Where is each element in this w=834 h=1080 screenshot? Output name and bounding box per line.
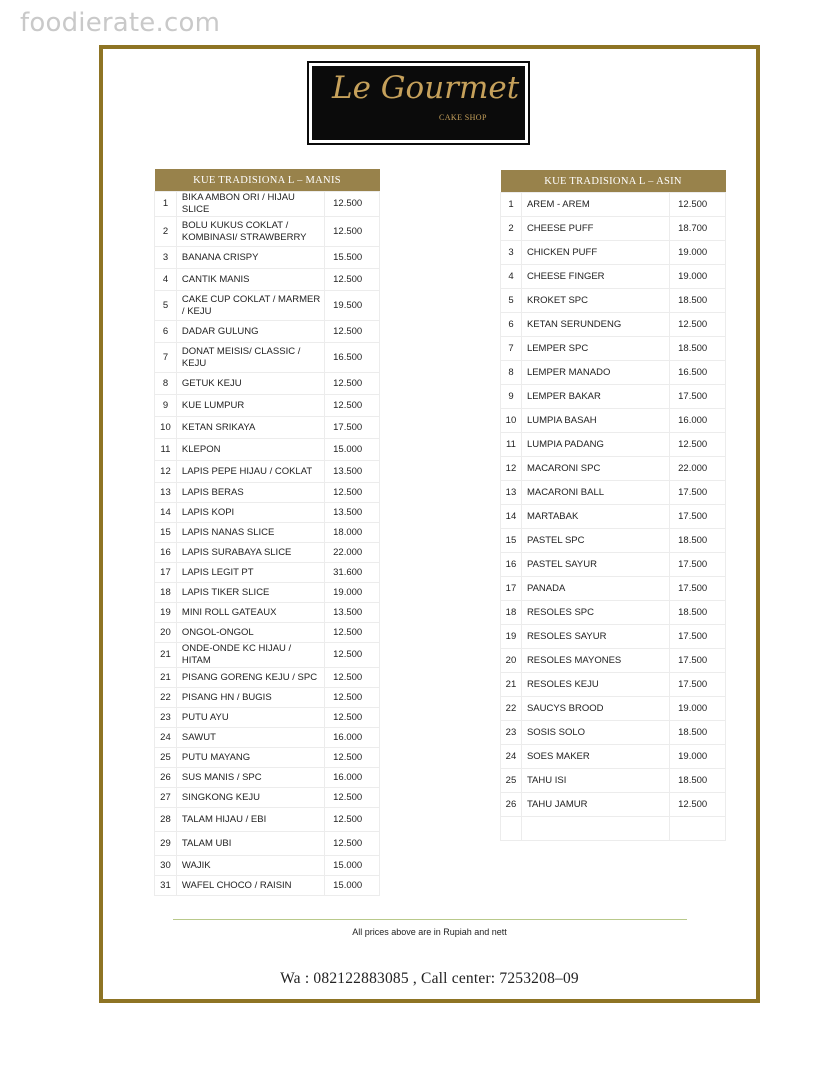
table-kue-asin-body — [501, 193, 726, 841]
item-price: 17.500 — [670, 577, 726, 601]
item-name: TAHU JAMUR — [521, 793, 669, 817]
item-price: 16.500 — [670, 361, 726, 385]
item-name: LEMPER MANADO — [521, 361, 669, 385]
item-price: 16.500 — [325, 343, 380, 373]
item-price: 18.700 — [670, 217, 726, 241]
item-name: MACARONI SPC — [521, 457, 669, 481]
item-price: 15.500 — [325, 247, 380, 269]
table-row — [155, 269, 380, 291]
item-price: 22.000 — [670, 457, 726, 481]
item-name: SINGKONG KEJU — [176, 788, 324, 808]
item-number: 3 — [501, 241, 522, 265]
table-row — [501, 793, 726, 817]
table-row — [155, 373, 380, 395]
item-name: PANADA — [521, 577, 669, 601]
item-number: 3 — [155, 247, 177, 269]
item-name: KLEPON — [176, 439, 324, 461]
item-number: 19 — [501, 625, 522, 649]
item-price: 17.500 — [670, 553, 726, 577]
item-name: KETAN SERUNDENG — [521, 313, 669, 337]
item-price: 17.500 — [670, 385, 726, 409]
item-name: BIKA AMBON ORI / HIJAU SLICE — [176, 192, 324, 217]
table-row — [501, 193, 726, 217]
table-row — [501, 769, 726, 793]
table-row — [501, 649, 726, 673]
item-name: RESOLES KEJU — [521, 673, 669, 697]
item-number: 14 — [155, 503, 177, 523]
table-kue-manis-title: KUE TRADISIONA L – MANIS — [155, 169, 380, 192]
table-row — [155, 668, 380, 688]
item-name: TAHU ISI — [521, 769, 669, 793]
item-price: 12.500 — [325, 395, 380, 417]
table-row — [155, 643, 380, 668]
item-price: 17.500 — [670, 673, 726, 697]
item-number: 23 — [501, 721, 522, 745]
item-price: 19.000 — [670, 697, 726, 721]
item-price: 18.500 — [670, 601, 726, 625]
item-price: 13.500 — [325, 603, 380, 623]
item-price: 19.000 — [325, 583, 380, 603]
item-name: LAPIS NANAS SLICE — [176, 523, 324, 543]
table-row — [501, 457, 726, 481]
item-name: LAPIS SURABAYA SLICE — [176, 543, 324, 563]
table-row — [155, 832, 380, 856]
item-name: TALAM HIJAU / EBI — [176, 808, 324, 832]
item-number: 2 — [501, 217, 522, 241]
table-row — [501, 265, 726, 289]
item-number: 5 — [155, 291, 177, 321]
item-price: 13.500 — [325, 461, 380, 483]
item-name: ONGOL-ONGOL — [176, 623, 324, 643]
brand-logo — [311, 65, 526, 141]
item-number: 27 — [155, 788, 177, 808]
table-kue-manis-body — [155, 192, 380, 896]
table-row — [501, 745, 726, 769]
item-price: 12.500 — [670, 793, 726, 817]
item-number: 17 — [155, 563, 177, 583]
item-name: KROKET SPC — [521, 289, 669, 313]
item-number: 9 — [155, 395, 177, 417]
item-name: CHEESE PUFF — [521, 217, 669, 241]
table-row — [155, 483, 380, 503]
item-price: 17.500 — [670, 505, 726, 529]
item-price: 12.500 — [325, 623, 380, 643]
table-row — [501, 817, 726, 841]
item-number: 18 — [501, 601, 522, 625]
item-number: 7 — [155, 343, 177, 373]
item-price: 31.600 — [325, 563, 380, 583]
table-row — [155, 768, 380, 788]
item-number: 8 — [155, 373, 177, 395]
table-row — [155, 808, 380, 832]
item-price: 18.500 — [670, 529, 726, 553]
item-number: 22 — [155, 688, 177, 708]
item-name: PISANG GORENG KEJU / SPC — [176, 668, 324, 688]
table-row — [501, 433, 726, 457]
item-price: 15.000 — [325, 876, 380, 896]
item-price: 12.500 — [325, 808, 380, 832]
item-price: 16.000 — [670, 409, 726, 433]
item-price: 17.500 — [670, 625, 726, 649]
table-row — [155, 688, 380, 708]
table-row — [501, 361, 726, 385]
table-row — [155, 395, 380, 417]
item-name: KETAN SRIKAYA — [176, 417, 324, 439]
item-name: LUMPIA PADANG — [521, 433, 669, 457]
table-row — [501, 241, 726, 265]
item-price — [670, 817, 726, 841]
item-name: PASTEL SAYUR — [521, 553, 669, 577]
item-price: 12.500 — [325, 668, 380, 688]
price-note: All prices above are in Rupiah and nett — [352, 927, 507, 937]
item-price: 12.500 — [670, 313, 726, 337]
item-number: 21 — [501, 673, 522, 697]
item-name: DADAR GULUNG — [176, 321, 324, 343]
item-name: PISANG HN / BUGIS — [176, 688, 324, 708]
table-row — [501, 409, 726, 433]
item-price: 19.000 — [670, 745, 726, 769]
item-name: MACARONI BALL — [521, 481, 669, 505]
item-name: SOSIS SOLO — [521, 721, 669, 745]
table-row — [155, 708, 380, 728]
table-row — [155, 623, 380, 643]
table-row — [501, 505, 726, 529]
table-row — [501, 217, 726, 241]
item-number: 6 — [155, 321, 177, 343]
item-number: 25 — [155, 748, 177, 768]
item-price: 18.500 — [670, 289, 726, 313]
item-name: CAKE CUP COKLAT / MARMER / KEJU — [176, 291, 324, 321]
item-number: 9 — [501, 385, 522, 409]
item-price: 18.500 — [670, 721, 726, 745]
item-number: 7 — [501, 337, 522, 361]
item-number: 12 — [155, 461, 177, 483]
item-number: 28 — [155, 808, 177, 832]
item-number: 15 — [155, 523, 177, 543]
item-number: 24 — [501, 745, 522, 769]
item-name — [521, 817, 669, 841]
item-name: SAUCYS BROOD — [521, 697, 669, 721]
item-price: 15.000 — [325, 856, 380, 876]
item-name: LEMPER BAKAR — [521, 385, 669, 409]
item-number: 10 — [155, 417, 177, 439]
item-number: 21 — [155, 668, 177, 688]
table-row — [501, 721, 726, 745]
item-name: SOES MAKER — [521, 745, 669, 769]
item-name: WAFEL CHOCO / RAISIN — [176, 876, 324, 896]
item-name: LAPIS KOPI — [176, 503, 324, 523]
table-row — [155, 247, 380, 269]
item-price: 19.000 — [670, 241, 726, 265]
table-row — [155, 439, 380, 461]
item-price: 19.500 — [325, 291, 380, 321]
table-row — [501, 385, 726, 409]
table-row — [155, 543, 380, 563]
item-name: CHICKEN PUFF — [521, 241, 669, 265]
item-number: 1 — [501, 193, 522, 217]
footer-divider — [173, 919, 687, 920]
item-name: PUTU AYU — [176, 708, 324, 728]
item-price: 13.500 — [325, 503, 380, 523]
item-price: 12.500 — [670, 433, 726, 457]
item-number: 6 — [501, 313, 522, 337]
item-price: 17.500 — [670, 481, 726, 505]
item-price: 12.500 — [325, 643, 380, 668]
item-price: 12.500 — [325, 708, 380, 728]
table-kue-asin — [500, 170, 726, 841]
table-row — [501, 553, 726, 577]
table-row — [155, 728, 380, 748]
item-name: AREM - AREM — [521, 193, 669, 217]
item-number: 20 — [155, 623, 177, 643]
table-row — [155, 291, 380, 321]
item-number: 30 — [155, 856, 177, 876]
item-price: 18.500 — [670, 337, 726, 361]
item-number — [501, 817, 522, 841]
item-number: 10 — [501, 409, 522, 433]
table-row — [155, 856, 380, 876]
item-number: 13 — [155, 483, 177, 503]
item-name: LAPIS TIKER SLICE — [176, 583, 324, 603]
item-number: 14 — [501, 505, 522, 529]
item-name: ONDE-ONDE KC HIJAU / HITAM — [176, 643, 324, 668]
table-row — [501, 625, 726, 649]
table-kue-asin-title: KUE TRADISIONA L – ASIN — [501, 170, 726, 193]
table-row — [501, 601, 726, 625]
item-name: CANTIK MANIS — [176, 269, 324, 291]
item-name: KUE LUMPUR — [176, 395, 324, 417]
item-name: CHEESE FINGER — [521, 265, 669, 289]
item-name: RESOLES SAYUR — [521, 625, 669, 649]
table-row — [155, 343, 380, 373]
item-name: TALAM UBI — [176, 832, 324, 856]
item-price: 17.500 — [670, 649, 726, 673]
item-name: MARTABAK — [521, 505, 669, 529]
table-row — [155, 217, 380, 247]
menu-page — [99, 45, 760, 1003]
item-name: SUS MANIS / SPC — [176, 768, 324, 788]
item-number: 13 — [501, 481, 522, 505]
table-row — [501, 529, 726, 553]
item-name: GETUK KEJU — [176, 373, 324, 395]
item-price: 19.000 — [670, 265, 726, 289]
item-price: 12.500 — [325, 373, 380, 395]
item-number: 31 — [155, 876, 177, 896]
item-name: LAPIS BERAS — [176, 483, 324, 503]
item-number: 19 — [155, 603, 177, 623]
table-row — [155, 417, 380, 439]
table-row — [155, 603, 380, 623]
table-row — [155, 503, 380, 523]
item-number: 4 — [501, 265, 522, 289]
item-price: 12.500 — [670, 193, 726, 217]
item-number: 22 — [501, 697, 522, 721]
brand-logo-script: Le Gourmet — [332, 70, 520, 106]
item-price: 12.500 — [325, 192, 380, 217]
watermark: foodierate.com — [20, 8, 221, 38]
table-row — [155, 748, 380, 768]
item-number: 16 — [155, 543, 177, 563]
table-row — [501, 337, 726, 361]
item-price: 12.500 — [325, 688, 380, 708]
table-row — [501, 289, 726, 313]
item-name: LAPIS PEPE HIJAU / COKLAT — [176, 461, 324, 483]
table-kue-manis — [154, 169, 380, 896]
item-number: 16 — [501, 553, 522, 577]
table-row — [501, 481, 726, 505]
item-price: 18.000 — [325, 523, 380, 543]
item-name: LUMPIA BASAH — [521, 409, 669, 433]
item-price: 12.500 — [325, 217, 380, 247]
brand-logo-subtitle: CAKE SHOP — [439, 113, 487, 122]
item-name: DONAT MEISIS/ CLASSIC / KEJU — [176, 343, 324, 373]
item-number: 8 — [501, 361, 522, 385]
item-price: 15.000 — [325, 439, 380, 461]
item-number: 29 — [155, 832, 177, 856]
item-name: BOLU KUKUS COKLAT / KOMBINASI/ STRAWBERRY — [176, 217, 324, 247]
table-row — [501, 697, 726, 721]
contact-info: Wa : 082122883085 , Call center: 7253208–09 — [280, 970, 579, 987]
table-row — [155, 563, 380, 583]
item-number: 24 — [155, 728, 177, 748]
item-name: LAPIS LEGIT PT — [176, 563, 324, 583]
item-price: 12.500 — [325, 269, 380, 291]
item-price: 12.500 — [325, 788, 380, 808]
item-number: 4 — [155, 269, 177, 291]
item-number: 17 — [501, 577, 522, 601]
item-price: 12.500 — [325, 748, 380, 768]
table-row — [501, 673, 726, 697]
table-row — [155, 876, 380, 896]
item-number: 23 — [155, 708, 177, 728]
table-row — [155, 461, 380, 483]
item-number: 20 — [501, 649, 522, 673]
table-row — [155, 523, 380, 543]
item-number: 25 — [501, 769, 522, 793]
item-name: PUTU MAYANG — [176, 748, 324, 768]
item-price: 18.500 — [670, 769, 726, 793]
table-row — [155, 321, 380, 343]
table-row — [155, 788, 380, 808]
table-row — [501, 577, 726, 601]
item-number: 12 — [501, 457, 522, 481]
item-price: 12.500 — [325, 321, 380, 343]
item-number: 21 — [155, 643, 177, 668]
item-number: 26 — [501, 793, 522, 817]
item-name: RESOLES MAYONES — [521, 649, 669, 673]
item-number: 2 — [155, 217, 177, 247]
item-number: 15 — [501, 529, 522, 553]
item-price: 16.000 — [325, 728, 380, 748]
item-name: MINI ROLL GATEAUX — [176, 603, 324, 623]
item-price: 12.500 — [325, 483, 380, 503]
item-price: 16.000 — [325, 768, 380, 788]
item-number: 5 — [501, 289, 522, 313]
item-number: 18 — [155, 583, 177, 603]
table-row — [155, 192, 380, 217]
item-number: 26 — [155, 768, 177, 788]
item-number: 11 — [501, 433, 522, 457]
table-row — [155, 583, 380, 603]
item-price: 17.500 — [325, 417, 380, 439]
item-name: SAWUT — [176, 728, 324, 748]
item-price: 12.500 — [325, 832, 380, 856]
item-name: PASTEL SPC — [521, 529, 669, 553]
item-name: RESOLES SPC — [521, 601, 669, 625]
item-name: BANANA CRISPY — [176, 247, 324, 269]
item-price: 22.000 — [325, 543, 380, 563]
table-row — [501, 313, 726, 337]
item-name: LEMPER SPC — [521, 337, 669, 361]
item-number: 11 — [155, 439, 177, 461]
item-name: WAJIK — [176, 856, 324, 876]
item-number: 1 — [155, 192, 177, 217]
